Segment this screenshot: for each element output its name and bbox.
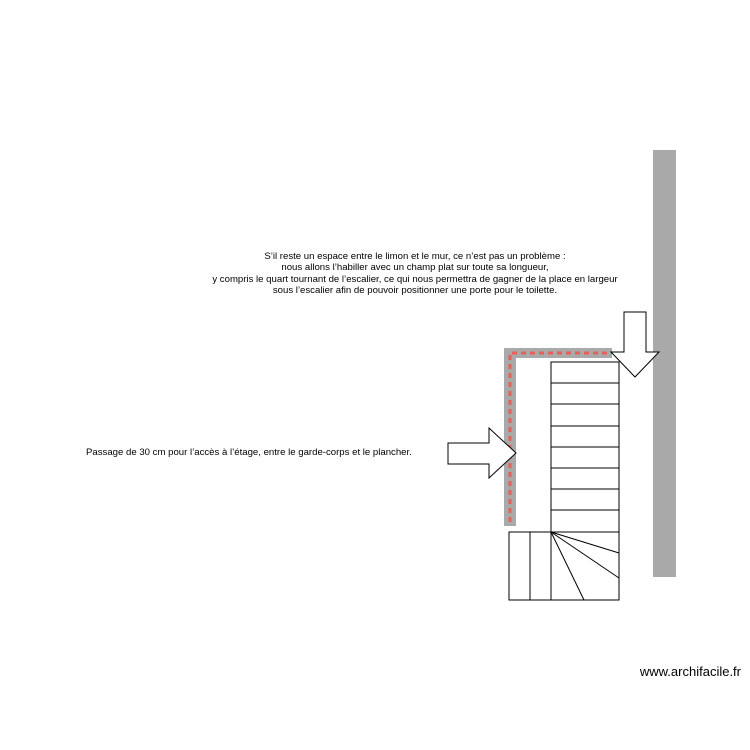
stair-quarter-turn [509, 532, 619, 600]
left-note: Passage de 30 cm pour l’accès à l’étage, entre le garde-corps et le plancher. [86, 447, 412, 458]
top-note-line: nous allons l’habiller avec un champ plat sur toute sa longueur, [281, 262, 549, 274]
watermark: www.archifacile.fr [639, 664, 741, 679]
arrow-down [611, 312, 659, 377]
top-note-line: S’il reste un espace entre le limon et le mur, ce n’est pas un problème : [264, 251, 566, 262]
stair-flight [551, 362, 619, 532]
top-note-line: sous l’escalier afin de pouvoir positionner une porte pour le toilette. [272, 284, 558, 296]
dashed-line [510, 353, 612, 522]
top-note [150, 251, 680, 296]
top-note-line: y compris le quart tournant de l’escalier, ce qui nous permettra de gagner de la place en largeur [212, 273, 618, 285]
wall [653, 150, 676, 577]
